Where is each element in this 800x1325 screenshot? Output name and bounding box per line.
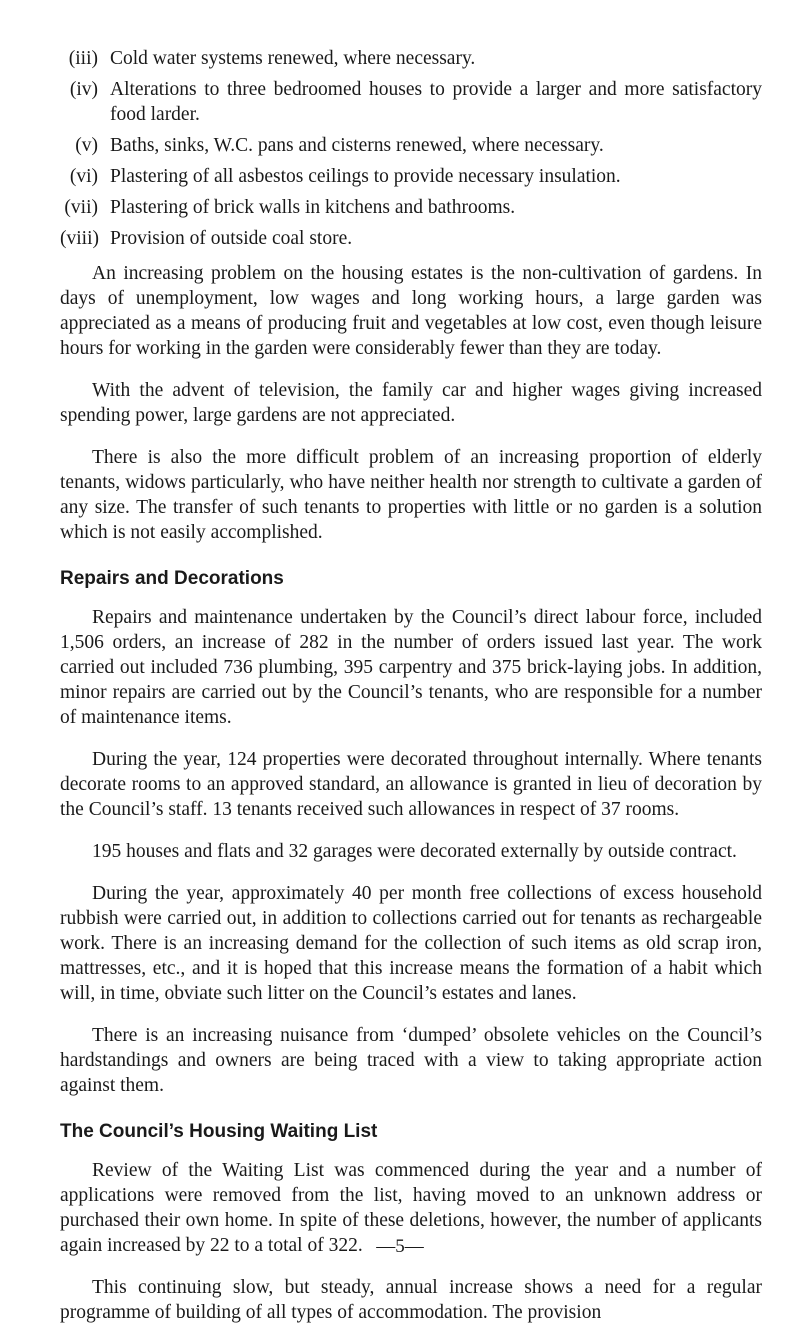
paragraph-decoration-external: 195 houses and flats and 32 garages were decorated externally by outside contract. [92, 841, 737, 862]
paragraph-gardens: An increasing problem on the housing estates is the non-cultivation of gardens. In days of unemployment, low wages and long working hours, a large garden was appreciated as a means of producing fruit and vegetables at low cost, even though leisure hours for working in the garden were considerably fewer than they are today. [60, 263, 762, 359]
paragraph-decoration-internal: During the year, 124 properties were decorated throughout internally. Where tenants decorate rooms to an approved standard, an allowance is granted in lieu of decoration by the Council’s staff. 13 tenants received such allowances in respect of 37 rooms. [60, 749, 762, 820]
list-item-text: Baths, sinks, W.C. pans and cisterns renewed, where necessary. [110, 135, 604, 156]
paragraph-waiting-list-review: Review of the Waiting List was commenced during the year and a number of applications were removed from the list, having moved to an unknown address or purchased their own home. In spite of these deletions, however, the number of applicants again increased by 22 to a total of 322. [60, 1160, 762, 1256]
list-item-number: (vii) [64, 197, 98, 218]
section-heading-waiting-list: The Council’s Housing Waiting List [60, 1121, 378, 1142]
list-item-text: Cold water systems renewed, where necessary. [110, 48, 476, 69]
list-item [60, 46, 762, 71]
list-item-number: (vi) [69, 166, 98, 187]
paragraph-building-programme: This continuing slow, but steady, annual increase shows a need for a regular programme of building of all types of accommodation. The provision [60, 1277, 762, 1323]
section-heading-repairs: Repairs and Decorations [60, 568, 284, 589]
paragraph-dumped-vehicles: There is an increasing nuisance from ‘dumped’ obsolete vehicles on the Council’s hardstandings and owners are being traced with a view to taking appropriate action against them. [60, 1025, 762, 1096]
list-item [60, 164, 762, 189]
list-item [60, 195, 762, 220]
list-item-number: (viii) [60, 228, 99, 249]
list-item-text: Plastering of all asbestos ceilings to provide necessary insulation. [110, 166, 621, 187]
list-item [60, 133, 762, 158]
list-item [60, 77, 762, 127]
list-item-number: (iii) [68, 48, 98, 69]
paragraph-elderly-tenants: There is also the more difficult problem of an increasing proportion of elderly tenants, widows particularly, who have neither health nor strength to cultivate a garden of any size. The transfer of such tenants to properties with little or no garden is a solution which is not easily accomplished. [60, 447, 762, 543]
list-item-number: (v) [75, 135, 98, 156]
list-item-text: Plastering of brick walls in kitchens and bathrooms. [110, 197, 516, 218]
list-item [60, 226, 762, 251]
list-item-text: Provision of outside coal store. [110, 228, 353, 249]
paragraph-rubbish-collections: During the year, approximately 40 per month free collections of excess household rubbish were carried out, in addition to collections carried out for tenants as rechargeable work. There is an increasing demand for the collection of such items as old scrap iron, mattresses, etc., and it is hoped that this increase means the formation of a habit which will, in time, obviate such litter on the Council’s estates and lanes. [60, 883, 762, 1004]
paragraph-repairs-maintenance: Repairs and maintenance undertaken by the Council’s direct labour force, included 1,506 orders, an increase of 282 in the number of orders issued last year. The work carried out included 736 plumbing, 395 carpentry and 375 brick-laying jobs. In addition, minor repairs are carried out by the Council’s tenants, who are responsible for a number of maintenance items. [60, 607, 762, 728]
list-item-text: Alterations to three bedroomed houses to provide a larger and more satisfactory food larder. [110, 79, 762, 125]
page-number: —5— [376, 1236, 424, 1257]
paragraph-television: With the advent of television, the family car and higher wages giving increased spending power, large gardens are not appreciated. [60, 380, 762, 426]
list-item-number: (iv) [69, 79, 98, 100]
works-list [60, 46, 762, 251]
